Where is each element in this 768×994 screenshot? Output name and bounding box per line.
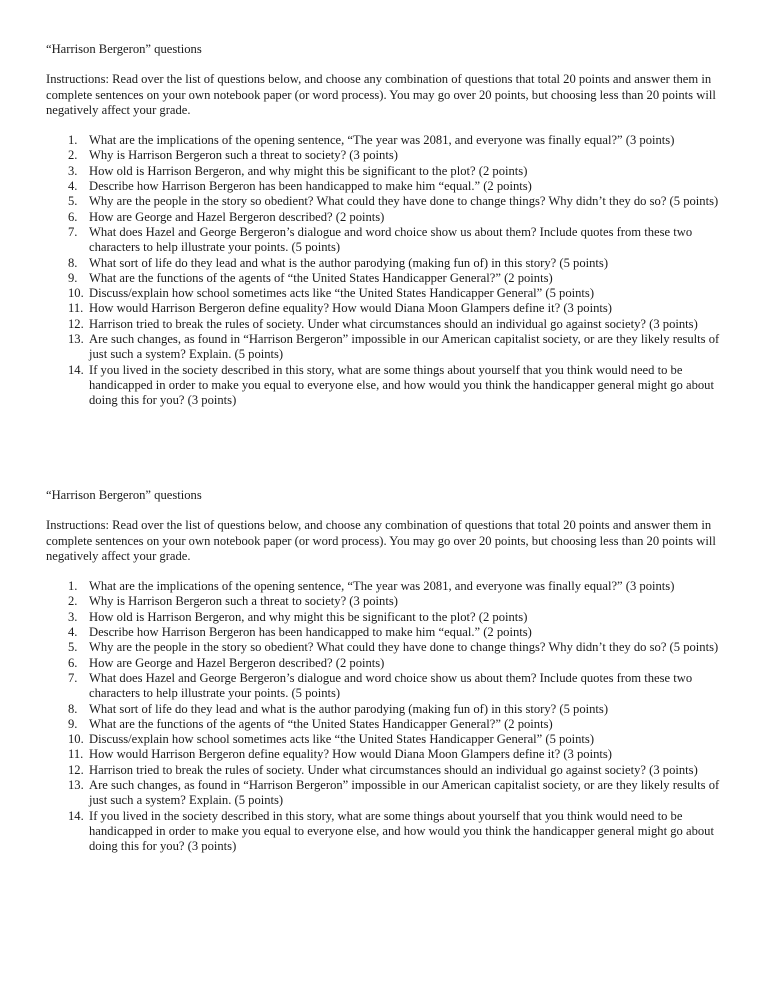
- question-number: 8.: [68, 255, 78, 270]
- question-list: [46, 579, 736, 854]
- question-text: Are such changes, as found in “Harrison Bergeron” impossible in our American capitalist society, or are they likely results of just such a system? Explain. (5 points): [89, 332, 720, 362]
- question-item: [46, 210, 736, 225]
- question-item: [46, 256, 736, 271]
- question-item: [46, 271, 736, 286]
- question-text: Why are the people in the story so obedient? What could they have done to change things? Why didn’t they do so? (5 points): [89, 640, 719, 655]
- question-number: 2.: [68, 594, 78, 609]
- question-item: [46, 747, 736, 762]
- question-text: How are George and Hazel Bergeron described? (2 points): [89, 655, 385, 670]
- question-item: [46, 717, 736, 732]
- question-text: What does Hazel and George Bergeron’s dialogue and word choice show us about them? Include quotes from these two characters to help illustrate your points. (5 points): [89, 224, 693, 255]
- question-number: 12.: [68, 762, 84, 777]
- question-text: What are the functions of the agents of “the United States Handicapper General?” (2 points): [89, 270, 553, 285]
- question-item: [46, 671, 736, 702]
- question-item: [46, 148, 736, 163]
- question-number: 1.: [68, 579, 78, 594]
- question-text: What does Hazel and George Bergeron’s dialogue and word choice show us about them? Include quotes from these two characters to help illustrate your points. (5 points): [89, 670, 693, 701]
- question-number: 5.: [68, 640, 78, 655]
- question-number: 10.: [68, 732, 84, 747]
- question-item: [46, 225, 736, 256]
- question-text: How old is Harrison Bergeron, and why might this be significant to the plot? (2 points): [89, 163, 528, 178]
- question-item: [46, 656, 736, 671]
- question-text: Why is Harrison Bergeron such a threat to society? (3 points): [89, 148, 398, 163]
- question-number: 9.: [68, 716, 78, 731]
- question-text: What sort of life do they lead and what is the author parodying (making fun of) in this story? (5 points): [89, 701, 609, 716]
- question-number: 13.: [68, 778, 84, 793]
- instructions-paragraph: Instructions: Read over the list of questions below, and choose any combination of questions that total 20 points and answer them in complete sentences on your own notebook paper (or word process). You may go over 20 points, but choosing less than 20 points will negatively affect your grade.: [46, 72, 716, 117]
- question-item: [46, 194, 736, 209]
- question-text: If you lived in the society described in this story, what are some things about yourself that you think would need to be handicapped in order to make you equal to everyone else, and how would you think the handicapper general might go about doing this for you? (3 points): [89, 808, 714, 854]
- question-number: 4.: [68, 625, 78, 640]
- question-text: Describe how Harrison Bergeron has been handicapped to make him “equal.” (2 points): [89, 179, 532, 194]
- question-number: 9.: [68, 270, 78, 285]
- question-text: What are the implications of the opening sentence, “The year was 2081, and everyone was finally equal?” (3 points): [89, 133, 675, 148]
- question-item: [46, 778, 736, 809]
- question-number: 2.: [68, 148, 78, 163]
- question-sheet-1: [46, 42, 736, 409]
- question-number: 6.: [68, 655, 78, 670]
- question-text: What sort of life do they lead and what is the author parodying (making fun of) in this story? (5 points): [89, 255, 609, 270]
- question-text: How old is Harrison Bergeron, and why might this be significant to the plot? (2 points): [89, 609, 528, 624]
- question-number: 14.: [68, 362, 84, 377]
- question-item: [46, 164, 736, 179]
- question-item: [46, 301, 736, 316]
- question-item: [46, 640, 736, 655]
- question-text: If you lived in the society described in this story, what are some things about yourself that you think would need to be handicapped in order to make you equal to everyone else, and how would you think the handicapper general might go about doing this for you? (3 points): [89, 362, 714, 408]
- question-text: How would Harrison Bergeron define equality? How would Diana Moon Glampers define it? (3 points): [89, 301, 612, 316]
- question-text: What are the implications of the opening sentence, “The year was 2081, and everyone was finally equal?” (3 points): [89, 579, 675, 594]
- question-number: 11.: [68, 301, 84, 316]
- instructions-paragraph: Instructions: Read over the list of questions below, and choose any combination of questions that total 20 points and answer them in complete sentences on your own notebook paper (or word process). You may go over 20 points, but choosing less than 20 points will negatively affect your grade.: [46, 518, 716, 563]
- question-item: [46, 133, 736, 148]
- question-number: 3.: [68, 609, 78, 624]
- question-item: [46, 763, 736, 778]
- question-text: Discuss/explain how school sometimes acts like “the United States Handicapper General” (5 points): [89, 732, 595, 747]
- question-item: [46, 610, 736, 625]
- question-item: [46, 625, 736, 640]
- question-text: How are George and Hazel Bergeron described? (2 points): [89, 209, 385, 224]
- question-item: [46, 732, 736, 747]
- question-item: [46, 363, 736, 409]
- question-number: 8.: [68, 701, 78, 716]
- question-number: 7.: [68, 224, 78, 239]
- question-list: [46, 133, 736, 408]
- question-number: 12.: [68, 316, 84, 331]
- question-item: [46, 579, 736, 594]
- question-text: How would Harrison Bergeron define equality? How would Diana Moon Glampers define it? (3 points): [89, 747, 612, 762]
- question-number: 5.: [68, 194, 78, 209]
- question-item: [46, 179, 736, 194]
- question-number: 3.: [68, 163, 78, 178]
- question-text: Describe how Harrison Bergeron has been handicapped to make him “equal.” (2 points): [89, 625, 532, 640]
- question-item: [46, 286, 736, 301]
- question-item: [46, 702, 736, 717]
- question-number: 11.: [68, 747, 84, 762]
- question-sheet-2: [46, 488, 736, 855]
- question-number: 6.: [68, 209, 78, 224]
- question-number: 13.: [68, 332, 84, 347]
- question-item: [46, 809, 736, 855]
- question-number: 14.: [68, 808, 84, 823]
- question-number: 4.: [68, 179, 78, 194]
- question-item: [46, 317, 736, 332]
- question-number: 10.: [68, 286, 84, 301]
- question-text: Are such changes, as found in “Harrison Bergeron” impossible in our American capitalist society, or are they likely results of just such a system? Explain. (5 points): [89, 778, 720, 808]
- question-text: Harrison tried to break the rules of society. Under what circumstances should an individual go against society? (3 points): [89, 316, 698, 331]
- question-number: 1.: [68, 133, 78, 148]
- question-text: Why is Harrison Bergeron such a threat to society? (3 points): [89, 594, 398, 609]
- question-text: Discuss/explain how school sometimes acts like “the United States Handicapper General” (5 points): [89, 286, 595, 301]
- question-number: 7.: [68, 670, 78, 685]
- question-text: Harrison tried to break the rules of society. Under what circumstances should an individual go against society? (3 points): [89, 762, 698, 777]
- sheet-title: “Harrison Bergeron” questions: [46, 488, 202, 502]
- question-text: Why are the people in the story so obedient? What could they have done to change things? Why didn’t they do so? (5 points): [89, 194, 719, 209]
- question-item: [46, 594, 736, 609]
- question-item: [46, 332, 736, 363]
- sheet-title: “Harrison Bergeron” questions: [46, 42, 202, 56]
- question-text: What are the functions of the agents of “the United States Handicapper General?” (2 points): [89, 716, 553, 731]
